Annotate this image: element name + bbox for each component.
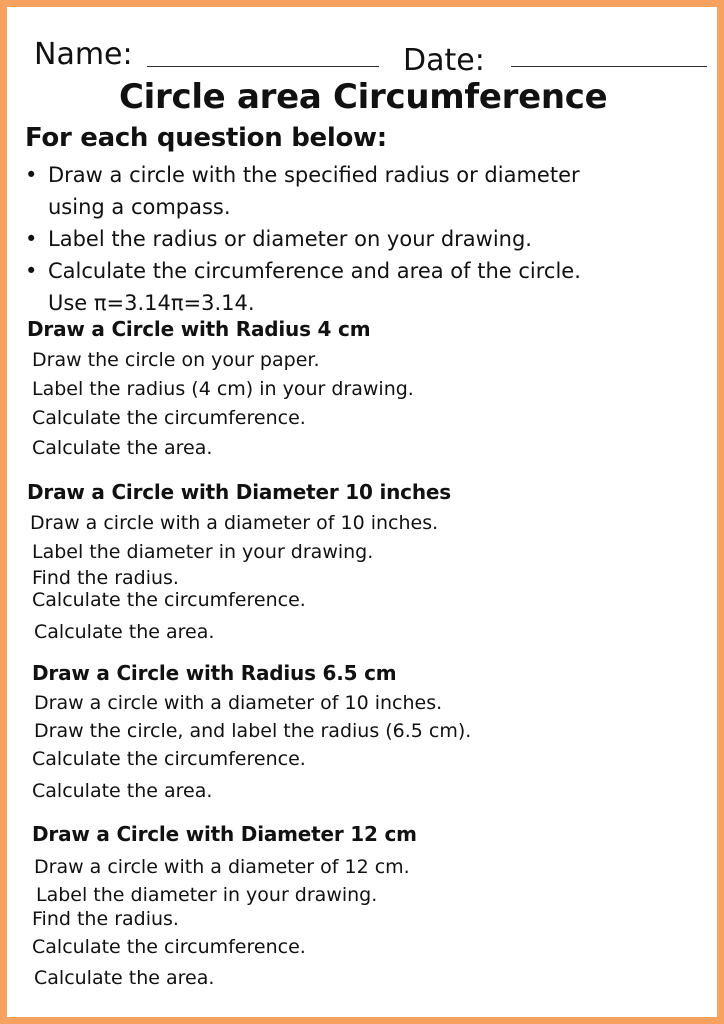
question-line: Draw the circle on your paper. [32,349,320,371]
date-blank-line[interactable] [511,66,707,67]
question-line: Label the diameter in your drawing. [32,541,374,563]
question-line: Draw a circle with a diameter of 12 cm. [34,856,410,878]
name-label: Name: [34,37,133,72]
question-line: Label the radius (4 cm) in your drawing. [32,378,414,400]
date-label: Date: [403,43,485,78]
question-line: Calculate the circumference. [32,936,306,958]
instruction-item [25,223,581,255]
question-line: Find the radius. [32,567,179,589]
section-title-diameter-10in: Draw a Circle with Diameter 10 inches [27,480,451,504]
question-line: Find the radius. [32,908,179,930]
question-line: Calculate the area. [34,621,215,643]
section-title-diameter-12cm: Draw a Circle with Diameter 12 cm [32,822,417,846]
question-line: Draw a circle with a diameter of 10 inches. [30,512,439,534]
instruction-text: Draw a circle with the specified radius or diameter [48,163,580,187]
question-line: Calculate the circumference. [32,589,306,611]
instruction-item [25,159,581,191]
bullet-dot: • [25,259,38,283]
instruction-continuation: using a compass. [48,195,231,219]
question-line: Label the diameter in your drawing. [36,884,378,906]
instruction-continuation: Use π=3.14π=3.14. [48,291,255,315]
name-blank-line[interactable] [147,66,379,67]
instructions-heading: For each question below: [25,123,387,153]
question-line: Calculate the area. [34,967,215,989]
question-line: Calculate the area. [32,437,213,459]
worksheet-title: Circle area Circumference [119,77,608,117]
section-title-radius-6-5cm: Draw a Circle with Radius 6.5 cm [32,661,397,685]
question-line: Draw a circle with a diameter of 10 inches. [34,692,443,714]
question-line: Draw the circle, and label the radius (6.5 cm). [34,720,472,742]
bullet-dot: • [25,227,38,251]
question-line: Calculate the circumference. [32,748,306,770]
question-line: Calculate the area. [32,780,213,802]
section-title-radius-4cm: Draw a Circle with Radius 4 cm [27,317,371,341]
instruction-item [25,255,581,287]
instruction-list [25,159,581,319]
bullet-dot: • [25,163,38,187]
question-line: Calculate the circumference. [32,407,306,429]
instruction-text: Calculate the circumference and area of the circle. [48,259,581,283]
instruction-text: Label the radius or diameter on your drawing. [48,227,532,251]
